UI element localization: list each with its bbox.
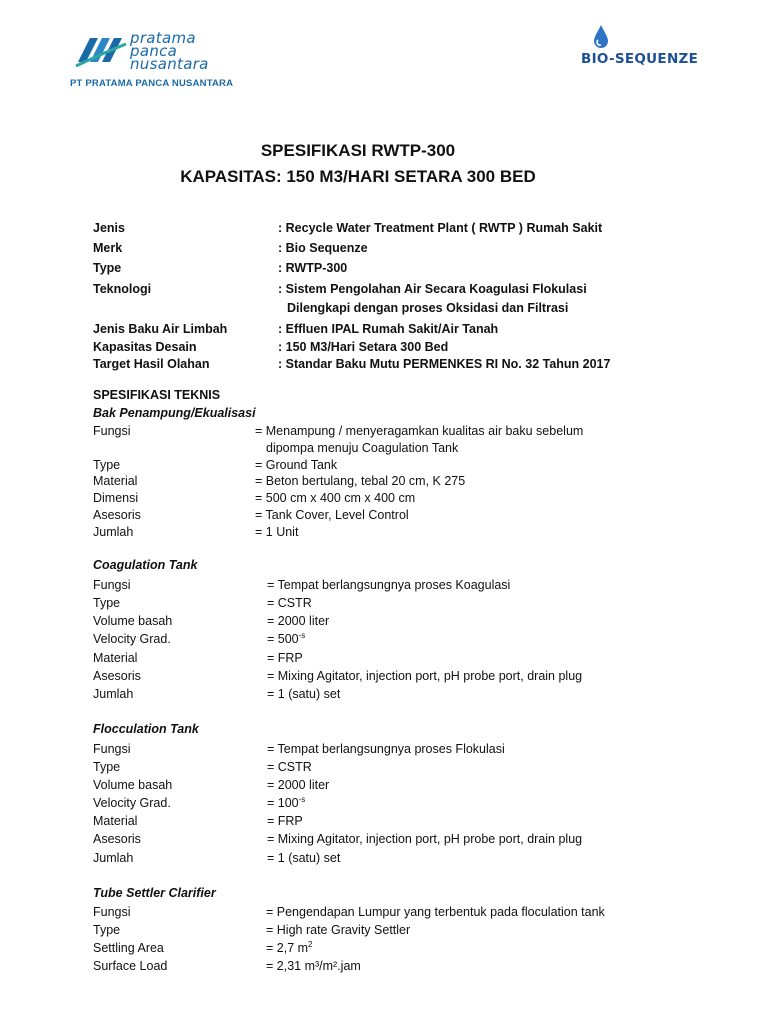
general-label: Merk [93, 241, 123, 255]
logo-text-nusantara: nusantara [130, 55, 209, 73]
spec-value: = Tempat berlangsungnya proses Koagulasi [267, 578, 511, 592]
spec-label: Asesoris [93, 832, 141, 846]
spec-label: Asesoris [93, 508, 141, 522]
general-value: : 150 M3/Hari Setara 300 Bed [278, 340, 449, 354]
general-value: : Sistem Pengolahan Air Secara Koagulasi Flokulasi [278, 282, 587, 296]
bio-sequenze-logo [580, 24, 734, 70]
general-value: : Recycle Water Treatment Plant ( RWTP ) Rumah Sakit [278, 221, 603, 235]
general-value: : Effluen IPAL Rumah Sakit/Air Tanah [278, 322, 499, 336]
spec-label: Jumlah [93, 851, 134, 865]
spec-value: = 1 (satu) set [267, 687, 341, 701]
spec-label: Volume basah [93, 614, 173, 628]
spec-label: Surface Load [93, 959, 168, 973]
spec-label: Velocity Grad. [93, 796, 171, 810]
page-subtitle: KAPASITAS: 150 M3/HARI SETARA 300 BED [180, 167, 536, 186]
spec-value: = CSTR [267, 760, 312, 774]
bio-sequenze-text: BIO-SEQUENZE [581, 51, 699, 67]
general-value: Dilengkapi dengan proses Oksidasi dan Filtrasi [287, 301, 569, 315]
spec-value-sup: -s [298, 630, 306, 640]
spec-value: = Menampung / menyeragamkan kualitas air baku sebelum [255, 424, 584, 438]
spec-value: = FRP [267, 814, 303, 828]
spec-label: Material [93, 651, 138, 665]
spec-label: Settling Area [93, 941, 164, 955]
spec-value [267, 794, 305, 812]
spec-value: = 2000 liter [267, 778, 330, 792]
spec-value-text: = 500 [267, 632, 299, 646]
spec-label: Volume basah [93, 778, 173, 792]
spec-value: dipompa menuju Coagulation Tank [266, 441, 459, 455]
spec-value: = CSTR [267, 596, 312, 610]
spec-label: Velocity Grad. [93, 632, 171, 646]
spec-value: = 2000 liter [267, 614, 330, 628]
general-label: Teknologi [93, 282, 152, 296]
spec-label: Type [93, 760, 121, 774]
general-value: : RWTP-300 [278, 261, 348, 275]
bak-heading: Bak Penampung/Ekualisasi [93, 406, 256, 420]
spec-label: Jumlah [93, 687, 134, 701]
spec-label: Material [93, 814, 138, 828]
flocculation-heading: Flocculation Tank [93, 722, 199, 736]
spec-label: Type [93, 596, 121, 610]
spec-label: Material [93, 474, 138, 488]
spec-label: Asesoris [93, 669, 141, 683]
spec-value: = Mixing Agitator, injection port, pH probe port, drain plug [267, 832, 583, 846]
spec-value: = Mixing Agitator, injection port, pH probe port, drain plug [267, 669, 583, 683]
spec-value: = 500 cm x 400 cm x 400 cm [255, 491, 416, 505]
spec-value: = Beton bertulang, tebal 20 cm, K 275 [255, 474, 466, 488]
spec-value-text: = 100 [267, 796, 299, 810]
spec-value: = Pengendapan Lumpur yang terbentuk pada floculation tank [266, 905, 605, 919]
spec-value: = High rate Gravity Settler [266, 923, 411, 937]
spec-value: = Tank Cover, Level Control [255, 508, 409, 522]
coagulation-heading: Coagulation Tank [93, 558, 198, 572]
general-label: Kapasitas Desain [93, 340, 197, 354]
spec-label: Fungsi [93, 742, 131, 756]
spec-value [267, 630, 305, 648]
spec-label: Dimensi [93, 491, 139, 505]
spec-value-sup: -s [298, 794, 306, 804]
spec-label: Jumlah [93, 525, 134, 539]
general-value: : Bio Sequenze [278, 241, 368, 255]
spec-value-sup: 2 [308, 939, 313, 949]
logo-text-pratama: pratama [130, 29, 196, 47]
spec-value: = 2,31 m³/m².jam [266, 959, 361, 973]
tube-settler-heading: Tube Settler Clarifier [93, 886, 216, 900]
spec-label: Type [93, 923, 121, 937]
spec-value: = FRP [267, 651, 303, 665]
spec-label: Fungsi [93, 424, 131, 438]
general-label: Target Hasil Olahan [93, 357, 210, 371]
spec-label: Fungsi [93, 905, 131, 919]
general-value: : Standar Baku Mutu PERMENKES RI No. 32 Tahun 2017 [278, 357, 611, 371]
spec-value: = 1 (satu) set [267, 851, 341, 865]
spec-value: = 1 Unit [255, 525, 299, 539]
page-title: SPESIFIKASI RWTP-300 [260, 141, 456, 160]
general-label: Jenis [93, 221, 125, 235]
spec-label: Fungsi [93, 578, 131, 592]
company-name: PT PRATAMA PANCA NUSANTARA [70, 78, 234, 89]
pratama-panca-logo-mark-icon [74, 32, 128, 75]
spec-value-text: = 2,7 m [266, 941, 309, 955]
logo-text-panca: panca [130, 42, 178, 60]
pratama-panca-logo [68, 28, 258, 94]
general-label: Type [93, 261, 122, 275]
spec-value: = Ground Tank [255, 458, 338, 472]
spec-value [266, 939, 313, 957]
spec-label: Type [93, 458, 121, 472]
general-label: Jenis Baku Air Limbah [93, 322, 228, 336]
section-heading: SPESIFIKASI TEKNIS [93, 388, 221, 402]
spec-value: = Tempat berlangsungnya proses Flokulasi [267, 742, 505, 756]
